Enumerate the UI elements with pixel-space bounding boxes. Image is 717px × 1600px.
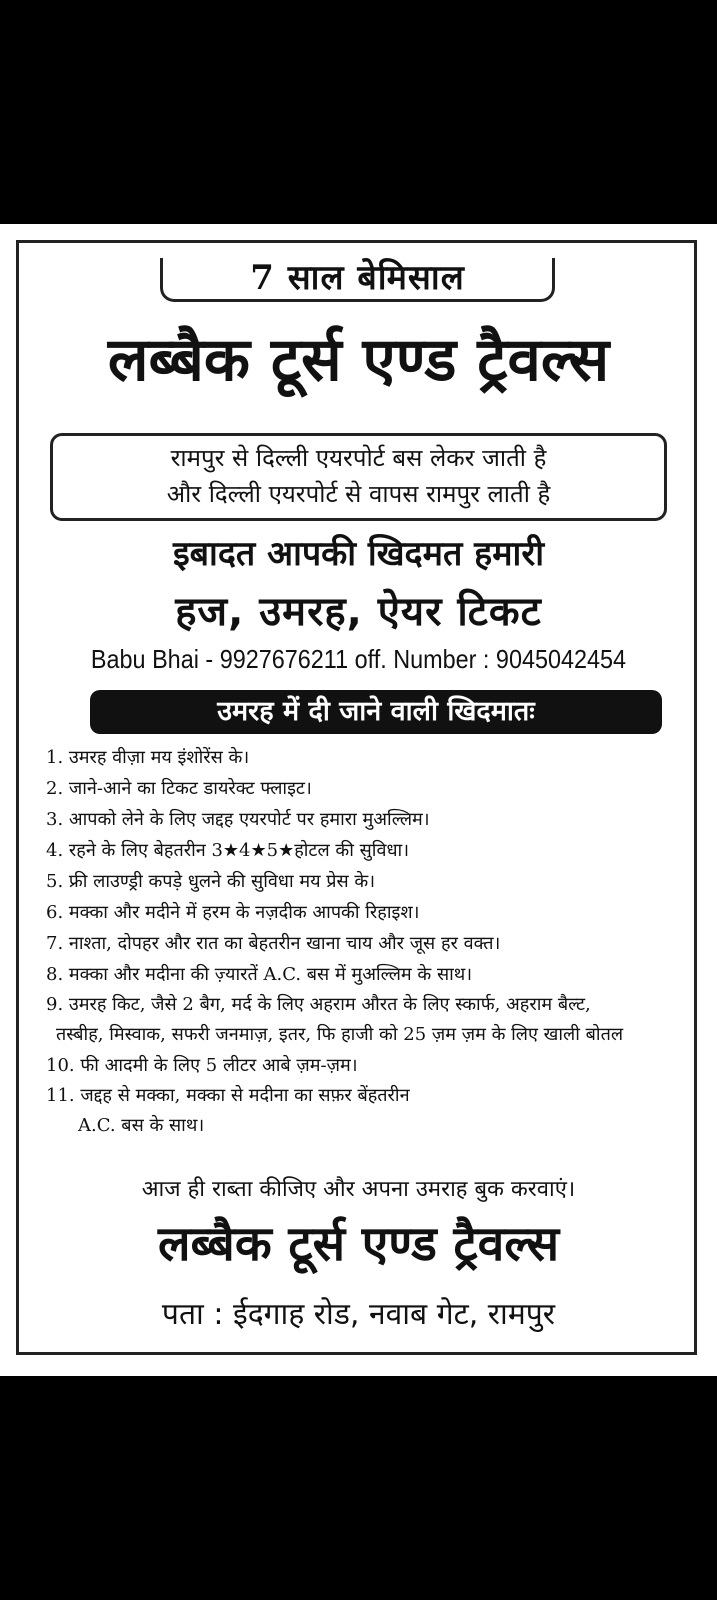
route-line-1: रामपुर से दिल्ली एयरपोर्ट बस लेकर जाती है xyxy=(170,444,547,472)
list-item: 7. नाश्ता, दोपहर और रात का बेहतरीन खाना चाय और जूस हर वक्त। xyxy=(46,933,501,954)
route-info-box xyxy=(50,433,667,521)
list-item: 4. रहने के लिए बेहतरीन 3★4★5★होटल की सुविधा। xyxy=(46,840,410,861)
list-item: 10. फी आदमी के लिए 5 लीटर आबे ज़म-ज़म। xyxy=(46,1055,358,1076)
list-item: 6. मक्का और मदीने में हरम के नज़दीक आपकी रिहाइश। xyxy=(46,902,420,923)
company-title-footer: लब्बैक टूर्स एण्ड ट्रैवल्स xyxy=(157,1216,560,1272)
list-item-kit-line-2: तस्बीह, मिस्वाक, सफरी जनमाज़, इतर, फि हाजी को 25 ज़म ज़म के लिए खाली बोतल xyxy=(56,1024,624,1045)
list-item: 3. आपको लेने के लिए जद्दह एयरपोर्ट पर हमारा मुअल्लिम। xyxy=(46,809,430,830)
list-item: 8. मक्का और मदीना की ज़्यारतें A.C. बस में मुअल्लिम के साथ। xyxy=(46,964,473,985)
services-list-banner: उमरह में दी जाने वाली खिदमातः xyxy=(90,690,662,734)
services-list xyxy=(46,742,686,1141)
list-item-kit-line-1: 9. उमरह किट, जैसे 2 बैग, मर्द के लिए अहराम औरत के लिए स्कार्फ, अहराम बैल्ट, xyxy=(46,994,591,1015)
services-heading: हज, उमरह, ऐयर टिकट xyxy=(175,589,542,635)
list-item-kit xyxy=(46,990,686,1050)
list-item: 2. जाने-आने का टिकट डायरेक्ट फ्लाइट। xyxy=(46,778,312,799)
list-item: 1. उमरह वीज़ा मय इंशोरेंस के। xyxy=(46,747,250,768)
list-item-travel xyxy=(46,1081,686,1141)
company-title: लब्बैक टूर्स एण्ड ट्रैवल्स xyxy=(107,325,610,395)
list-item-travel-line-1: 11. जद्दह से मक्का, मक्का से मदीना का सफ़र बेंहतरीन xyxy=(46,1085,410,1106)
call-to-action: आज ही राब्ता कीजिए और अपना उमराह बुक करवाएं। xyxy=(141,1177,576,1202)
route-line-2: और दिल्ली एयरपोर्ट से वापस रामपुर लाती है xyxy=(166,480,551,508)
list-item-travel-line-2: A.C. बस के साथ। xyxy=(78,1115,205,1136)
tagline-badge: 7 साल बेमिसाल xyxy=(160,258,555,302)
slogan: इबादत आपकी खिदमत हमारी xyxy=(172,534,545,574)
list-item: 5. फ्री लाउण्ड्री कपड़े धुलने की सुविधा मय प्रेस के। xyxy=(46,871,376,892)
contact-numbers: Babu Bhai - 9927676211 off. Number : 9045042454 xyxy=(90,644,627,674)
address: पता : ईदगाह रोड, नवाब गेट, रामपुर xyxy=(161,1297,556,1332)
